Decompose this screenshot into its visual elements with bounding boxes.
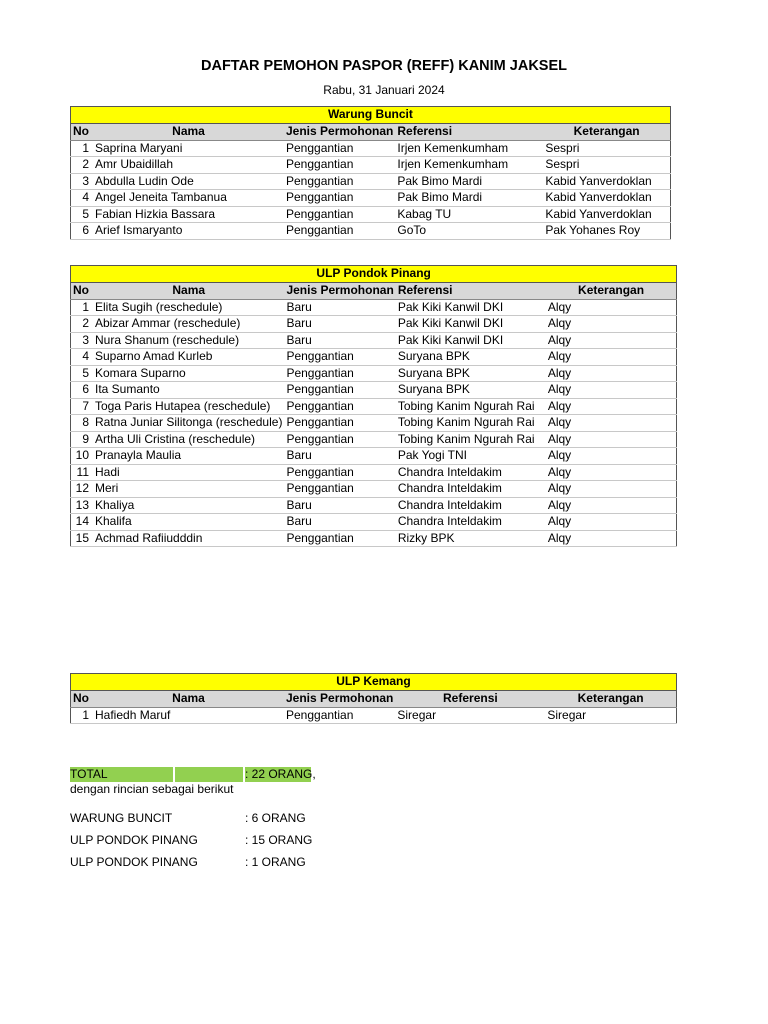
cell-no: 3 bbox=[71, 332, 94, 349]
cell-keterangan: Alqy bbox=[546, 464, 677, 481]
cell-nama: Amr Ubaidillah bbox=[93, 157, 284, 174]
table-row bbox=[71, 332, 677, 349]
cell-keterangan: Kabid Yanverdoklan bbox=[543, 206, 670, 223]
cell-referensi: Pak Kiki Kanwil DKI bbox=[396, 299, 546, 316]
table-row bbox=[71, 707, 677, 724]
cell-referensi: Chandra Inteldakim bbox=[396, 497, 546, 514]
table-row bbox=[71, 365, 677, 382]
cell-referensi: Rizky BPK bbox=[396, 530, 546, 547]
table-row bbox=[71, 530, 677, 547]
cell-no: 1 bbox=[71, 299, 94, 316]
column-header-nama: Nama bbox=[93, 124, 284, 141]
page-title: DAFTAR PEMOHON PASPOR (REFF) KANIM JAKSEL bbox=[201, 58, 567, 74]
cell-nama: Suparno Amad Kurleb bbox=[93, 349, 284, 366]
cell-keterangan: Sespri bbox=[543, 140, 670, 157]
cell-no: 7 bbox=[71, 398, 94, 415]
cell-referensi: Tobing Kanim Ngurah Rai bbox=[396, 431, 546, 448]
cell-no: 1 bbox=[71, 140, 94, 157]
cell-nama: Ita Sumanto bbox=[93, 382, 284, 399]
cell-keterangan: Sespri bbox=[543, 157, 670, 174]
cell-jenis: Penggantian bbox=[284, 223, 395, 240]
cell-keterangan: Alqy bbox=[546, 530, 677, 547]
cell-keterangan: Alqy bbox=[546, 382, 677, 399]
cell-jenis: Penggantian bbox=[284, 382, 395, 399]
cell-keterangan: Alqy bbox=[546, 431, 677, 448]
cell-referensi: Irjen Kemenkumham bbox=[395, 140, 543, 157]
cell-jenis: Penggantian bbox=[284, 398, 395, 415]
column-header-referensi: Referensi bbox=[395, 124, 543, 141]
summary-value-pondok-pinang: : 15 ORANG bbox=[245, 833, 313, 847]
table-row bbox=[71, 431, 677, 448]
column-header-no: No bbox=[71, 283, 94, 300]
cell-nama: Achmad Rafiiudddin bbox=[93, 530, 284, 547]
table-row bbox=[71, 415, 677, 432]
table-row bbox=[71, 206, 671, 223]
cell-jenis: Baru bbox=[284, 497, 395, 514]
group-header-row bbox=[71, 266, 677, 283]
cell-nama: Nura Shanum (reschedule) bbox=[93, 332, 284, 349]
table-warung-buncit bbox=[70, 106, 671, 240]
column-header-jenis: Jenis Permohonan bbox=[286, 124, 394, 138]
cell-keterangan: Alqy bbox=[546, 398, 677, 415]
group-title: ULP Pondok Pinang bbox=[71, 266, 677, 283]
cell-jenis: Penggantian bbox=[284, 481, 395, 498]
cell-no: 1 bbox=[71, 707, 94, 724]
cell-nama: Hafiedh Maruf bbox=[93, 707, 284, 724]
cell-no: 4 bbox=[71, 349, 94, 366]
page-date: Rabu, 31 Januari 2024 bbox=[323, 83, 445, 97]
cell-jenis: Penggantian bbox=[284, 530, 395, 547]
cell-no: 10 bbox=[71, 448, 94, 465]
cell-jenis: Penggantian bbox=[284, 173, 395, 190]
cell-nama: Pranayla Maulia bbox=[93, 448, 284, 465]
cell-referensi: Tobing Kanim Ngurah Rai bbox=[396, 415, 546, 432]
cell-referensi: Pak Bimo Mardi bbox=[395, 190, 543, 207]
cell-referensi: Pak Kiki Kanwil DKI bbox=[396, 316, 546, 333]
cell-no: 14 bbox=[71, 514, 94, 531]
cell-nama: Abizar Ammar (reschedule) bbox=[93, 316, 284, 333]
cell-nama: Ratna Juniar Silitonga (reschedule) bbox=[95, 415, 283, 429]
cell-referensi: Pak Bimo Mardi bbox=[395, 173, 543, 190]
table-ulp-pondok-pinang bbox=[70, 265, 677, 547]
cell-nama: Khalifa bbox=[93, 514, 284, 531]
cell-nama: Hadi bbox=[93, 464, 284, 481]
cell-keterangan: Alqy bbox=[546, 365, 677, 382]
cell-keterangan: Alqy bbox=[546, 299, 677, 316]
cell-no: 9 bbox=[71, 431, 94, 448]
cell-keterangan: Alqy bbox=[546, 415, 677, 432]
cell-referensi: Kabag TU bbox=[395, 206, 543, 223]
cell-nama: Fabian Hizkia Bassara bbox=[93, 206, 284, 223]
total-highlight-cell bbox=[175, 767, 243, 782]
column-header-keterangan: Keterangan bbox=[543, 124, 670, 141]
table-row bbox=[71, 157, 671, 174]
cell-nama: Artha Uli Cristina (reschedule) bbox=[93, 431, 284, 448]
group-header-row bbox=[71, 107, 671, 124]
cell-referensi: Irjen Kemenkumham bbox=[395, 157, 543, 174]
total-label: TOTAL bbox=[70, 767, 173, 782]
cell-referensi: Chandra Inteldakim bbox=[396, 514, 546, 531]
cell-jenis: Penggantian bbox=[284, 431, 395, 448]
summary-value-third: : 1 ORANG bbox=[245, 855, 306, 869]
cell-nama: Angel Jeneita Tambanua bbox=[93, 190, 284, 207]
table-row bbox=[71, 448, 677, 465]
summary-label-pondok-pinang: ULP PONDOK PINANG bbox=[70, 833, 198, 847]
cell-referensi: Suryana BPK bbox=[396, 365, 546, 382]
cell-no: 8 bbox=[71, 415, 94, 432]
cell-keterangan: Alqy bbox=[546, 349, 677, 366]
cell-jenis: Baru bbox=[284, 299, 395, 316]
cell-jenis: Penggantian bbox=[284, 206, 395, 223]
column-header-row bbox=[71, 283, 677, 300]
table-row bbox=[71, 382, 677, 399]
cell-nama: Toga Paris Hutapea (reschedule) bbox=[93, 398, 284, 415]
table-row bbox=[71, 190, 671, 207]
total-value: : 22 ORANG bbox=[245, 767, 313, 781]
cell-jenis: Baru bbox=[284, 514, 395, 531]
cell-keterangan: Pak Yohanes Roy bbox=[543, 223, 670, 240]
cell-referensi: Siregar bbox=[395, 707, 545, 724]
cell-referensi: Suryana BPK bbox=[396, 349, 546, 366]
cell-referensi: Pak Kiki Kanwil DKI bbox=[396, 332, 546, 349]
table-row bbox=[71, 464, 677, 481]
table-row bbox=[71, 514, 677, 531]
table-row bbox=[71, 349, 677, 366]
cell-jenis: Penggantian bbox=[284, 190, 395, 207]
cell-keterangan: Alqy bbox=[546, 481, 677, 498]
cell-no: 3 bbox=[71, 173, 94, 190]
column-header-keterangan: Keterangan bbox=[546, 283, 677, 300]
column-header-referensi: Referensi bbox=[395, 691, 545, 708]
total-suffix: , bbox=[312, 767, 316, 781]
table-row bbox=[71, 481, 677, 498]
rincian-text: dengan rincian sebagai berikut bbox=[70, 782, 234, 796]
group-title: ULP Kemang bbox=[71, 674, 677, 691]
cell-no: 5 bbox=[71, 206, 94, 223]
table-row bbox=[71, 398, 677, 415]
cell-no: 6 bbox=[71, 382, 94, 399]
cell-keterangan: Kabid Yanverdoklan bbox=[543, 190, 670, 207]
cell-jenis: Baru bbox=[284, 332, 395, 349]
cell-nama: Arief Ismaryanto bbox=[93, 223, 284, 240]
cell-no: 12 bbox=[71, 481, 94, 498]
summary-label-third: ULP PONDOK PINANG bbox=[70, 855, 198, 869]
cell-no: 2 bbox=[71, 316, 94, 333]
cell-referensi: Suryana BPK bbox=[396, 382, 546, 399]
group-title: Warung Buncit bbox=[71, 107, 671, 124]
column-header-no: No bbox=[71, 124, 94, 141]
table-ulp-kemang bbox=[70, 673, 677, 724]
column-header-jenis: Jenis Permohonan bbox=[286, 283, 394, 297]
cell-keterangan: Alqy bbox=[546, 332, 677, 349]
cell-referensi: Pak Yogi TNI bbox=[396, 448, 546, 465]
cell-nama: Komara Suparno bbox=[93, 365, 284, 382]
column-header-row bbox=[71, 691, 677, 708]
cell-keterangan: Siregar bbox=[545, 707, 676, 724]
cell-nama: Meri bbox=[93, 481, 284, 498]
cell-no: 2 bbox=[71, 157, 94, 174]
cell-jenis: Penggantian bbox=[284, 349, 395, 366]
table-row bbox=[71, 223, 671, 240]
cell-referensi: GoTo bbox=[395, 223, 543, 240]
cell-referensi: Chandra Inteldakim bbox=[396, 464, 546, 481]
cell-jenis: Baru bbox=[284, 316, 395, 333]
cell-jenis: Baru bbox=[284, 448, 395, 465]
cell-nama: Elita Sugih (reschedule) bbox=[93, 299, 284, 316]
column-header-jenis: Jenis Permohonan bbox=[286, 691, 394, 705]
cell-jenis: Penggantian bbox=[284, 365, 395, 382]
cell-nama: Abdulla Ludin Ode bbox=[93, 173, 284, 190]
column-header-keterangan: Keterangan bbox=[545, 691, 676, 708]
group-header-row bbox=[71, 674, 677, 691]
cell-no: 5 bbox=[71, 365, 94, 382]
cell-keterangan: Alqy bbox=[546, 316, 677, 333]
table-row bbox=[71, 173, 671, 190]
table-row bbox=[71, 140, 671, 157]
summary-value-warung-buncit: : 6 ORANG bbox=[245, 811, 306, 825]
cell-keterangan: Alqy bbox=[546, 448, 677, 465]
table-row bbox=[71, 316, 677, 333]
cell-jenis: Penggantian bbox=[284, 140, 395, 157]
column-header-nama: Nama bbox=[93, 691, 284, 708]
cell-keterangan: Alqy bbox=[546, 514, 677, 531]
cell-nama: Saprina Maryani bbox=[93, 140, 284, 157]
table-row bbox=[71, 497, 677, 514]
cell-referensi: Tobing Kanim Ngurah Rai bbox=[396, 398, 546, 415]
cell-jenis: Penggantian bbox=[284, 157, 395, 174]
column-header-no: No bbox=[71, 691, 94, 708]
total-value-wrap bbox=[245, 767, 316, 782]
cell-jenis: Penggantian bbox=[284, 415, 395, 432]
cell-keterangan: Kabid Yanverdoklan bbox=[543, 173, 670, 190]
cell-no: 15 bbox=[71, 530, 94, 547]
column-header-row bbox=[71, 124, 671, 141]
cell-jenis: Penggantian bbox=[284, 707, 395, 724]
column-header-nama: Nama bbox=[93, 283, 284, 300]
cell-referensi: Chandra Inteldakim bbox=[396, 481, 546, 498]
cell-no: 13 bbox=[71, 497, 94, 514]
cell-no: 11 bbox=[71, 464, 94, 481]
cell-no: 4 bbox=[71, 190, 94, 207]
cell-keterangan: Alqy bbox=[546, 497, 677, 514]
summary-label-warung-buncit: WARUNG BUNCIT bbox=[70, 811, 173, 825]
cell-no: 6 bbox=[71, 223, 94, 240]
column-header-referensi: Referensi bbox=[396, 283, 546, 300]
table-row bbox=[71, 299, 677, 316]
cell-jenis: Penggantian bbox=[284, 464, 395, 481]
cell-nama: Khaliya bbox=[93, 497, 284, 514]
